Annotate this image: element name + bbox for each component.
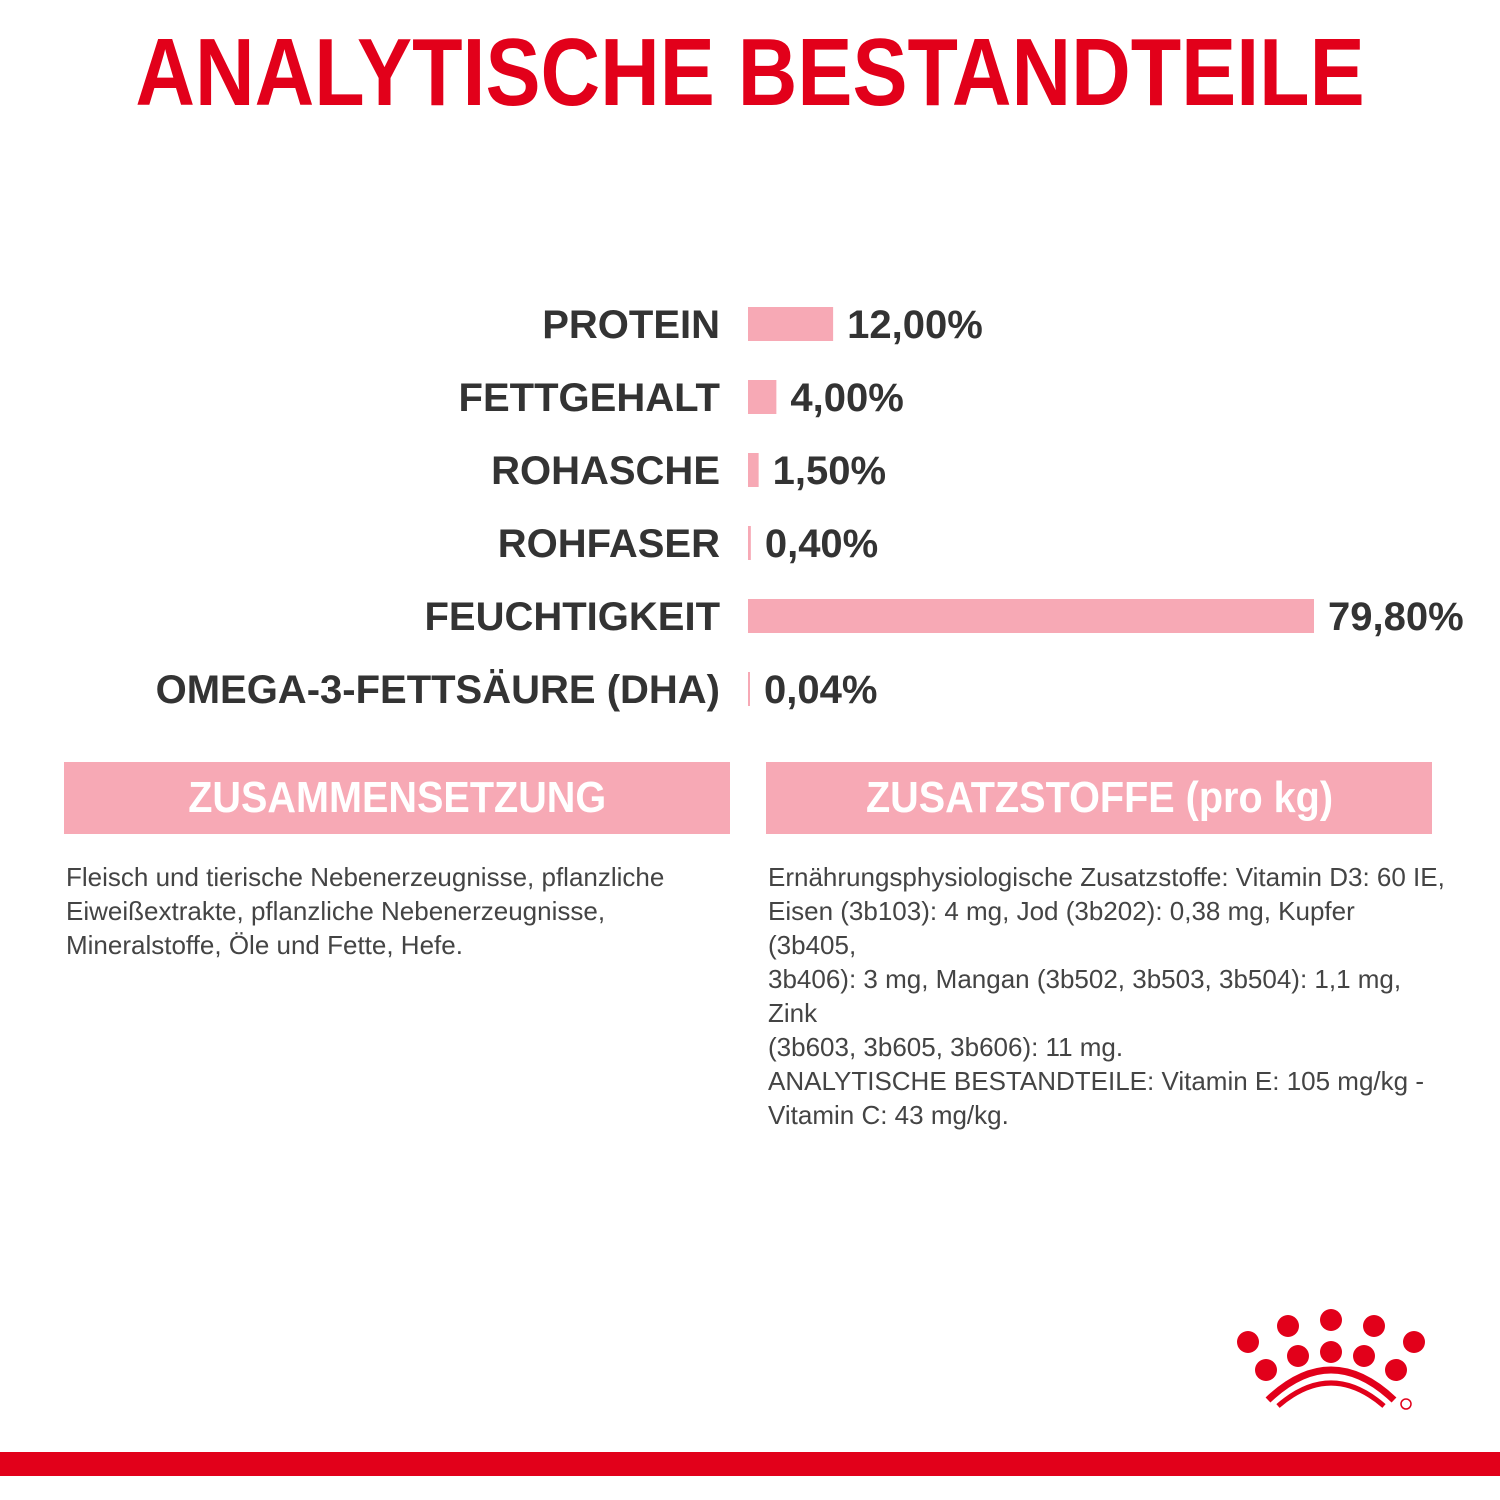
- bottom-brand-bar: [0, 1452, 1500, 1476]
- category-label: ROHFASER: [497, 522, 720, 566]
- bar: [748, 672, 750, 706]
- category-label: PROTEIN: [542, 303, 720, 347]
- category-label: FEUCHTIGKEIT: [424, 595, 720, 639]
- composition-heading-label: ZUSAMMENSETZUNG: [188, 773, 606, 822]
- value-label: 79,80%: [1328, 595, 1464, 639]
- category-label: ROHASCHE: [491, 449, 720, 493]
- value-label: 4,00%: [790, 376, 904, 420]
- page-title: ANALYTISCHE BESTANDTEILE: [135, 19, 1365, 126]
- bar: [748, 599, 1314, 633]
- category-label: FETTGEHALT: [458, 376, 720, 420]
- value-label: 0,04%: [764, 668, 878, 712]
- royal-canin-crown-logo: [1226, 1300, 1436, 1420]
- additives-heading-label: ZUSATZSTOFFE (pro kg): [865, 773, 1333, 822]
- bar: [748, 307, 833, 341]
- bar: [748, 526, 751, 560]
- category-label: OMEGA-3-FETTSÄURE (DHA): [155, 668, 720, 712]
- bar: [748, 453, 759, 487]
- composition-text: Fleisch und tierische Nebenerzeugnisse, pflanzliche Eiweißextrakte, pflanzliche Nebenerzeugnisse, Mineralstoffe, Öle und Fette, Hefe.: [66, 862, 665, 960]
- additives-text: Ernährungsphysiologische Zusatzstoffe: Vitamin D3: 60 IE, Eisen (3b103): 4 mg, Jod (3b202): 0,38 mg, Kupfer (3b405, 3b406): 3 mg, Mangan (3b502, 3b503, 3b504): 1,1 mg, Zink (3b603, 3b605, 3b606): 11 mg. ANALYTISCHE BESTANDTEILE: Vitamin E: 105 mg/kg - Vitamin C: 43 mg/kg.: [768, 862, 1445, 1130]
- composition-heading: [64, 762, 730, 834]
- bar: [748, 380, 776, 414]
- additives-heading: [766, 762, 1432, 834]
- value-label: 0,40%: [764, 522, 879, 566]
- value-label: 12,00%: [847, 303, 983, 347]
- nutrient-bar-chart: [0, 280, 1500, 730]
- value-label: 1,50%: [772, 449, 887, 493]
